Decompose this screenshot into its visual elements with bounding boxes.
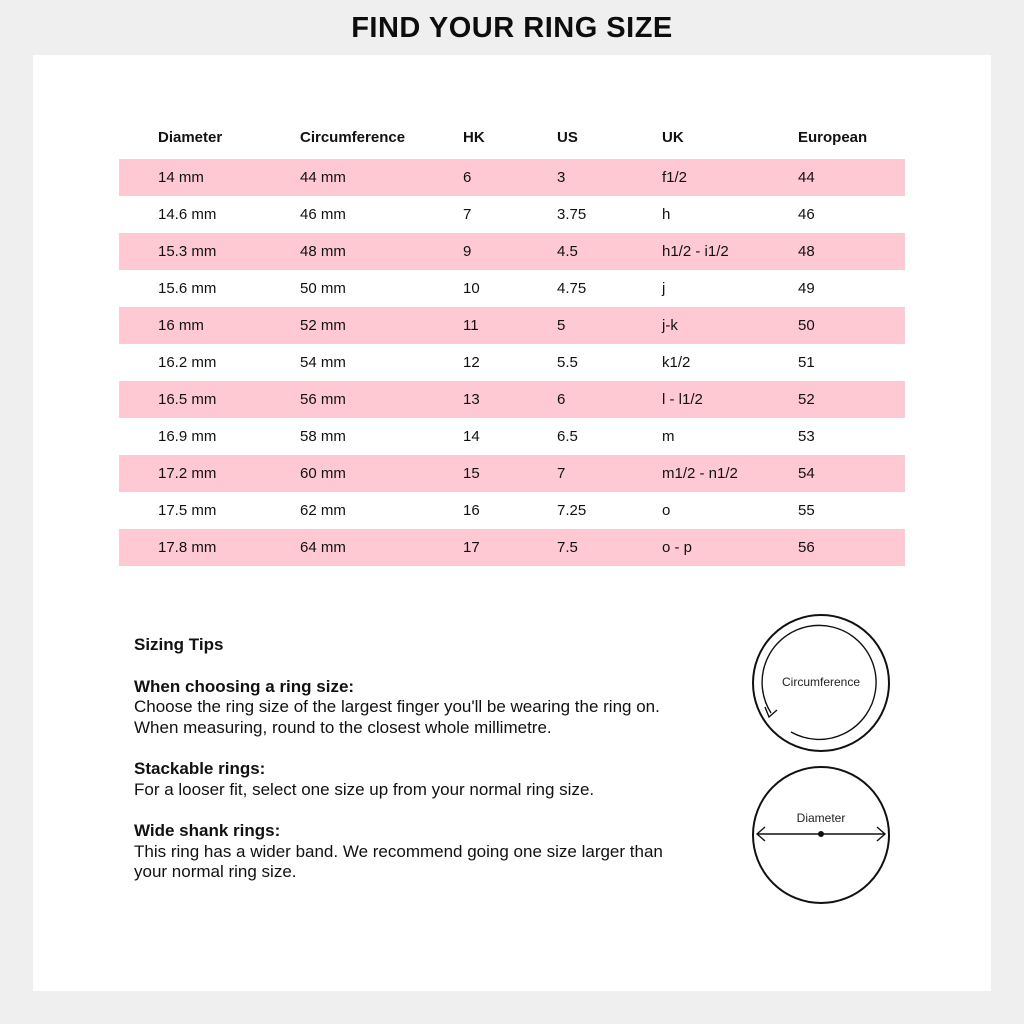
header-circumference: Circumference (300, 129, 406, 146)
cell-diameter: 17.2 mm (158, 465, 217, 482)
cell-hk: 14 (463, 428, 480, 445)
cell-circumference: 44 mm (300, 169, 346, 186)
cell-us: 7.5 (557, 539, 578, 556)
cell-us: 7 (557, 465, 566, 482)
cell-diameter: 15.6 mm (158, 280, 217, 297)
cell-circumference: 64 mm (300, 539, 346, 556)
cell-diameter: 14 mm (158, 169, 204, 186)
diameter-ring-icon (751, 765, 891, 905)
size-chart-card (33, 55, 991, 991)
cell-us: 5.5 (557, 354, 578, 371)
cell-hk: 16 (463, 502, 480, 519)
circumference-label: Circumference (781, 675, 861, 689)
cell-hk: 10 (463, 280, 480, 297)
cell-european: 50 (798, 317, 815, 334)
cell-hk: 11 (463, 317, 479, 334)
cell-european: 54 (798, 465, 815, 482)
cell-circumference: 46 mm (300, 206, 346, 223)
cell-european: 52 (798, 391, 815, 408)
table-row (119, 159, 905, 196)
diameter-diagram (751, 765, 891, 905)
table-row (119, 344, 905, 381)
tip-choosing-line1: Choose the ring size of the largest finger you'll be wearing the ring on. (134, 697, 660, 716)
cell-circumference: 50 mm (300, 280, 346, 297)
tip-wide-line1: This ring has a wider band. We recommend going one size larger than (134, 841, 663, 861)
tip-stackable-line1: For a looser fit, select one size up from your normal ring size. (134, 779, 595, 799)
tip-stackable-heading: Stackable rings: (134, 759, 266, 778)
cell-us: 3 (557, 169, 566, 186)
cell-hk: 13 (463, 391, 480, 408)
cell-diameter: 17.5 mm (158, 502, 217, 519)
cell-circumference: 54 mm (300, 354, 346, 371)
cell-diameter: 15.3 mm (158, 243, 217, 260)
cell-circumference: 56 mm (300, 391, 346, 408)
cell-us: 3.75 (557, 206, 587, 223)
tip-stackable (134, 759, 734, 800)
cell-european: 49 (798, 280, 815, 297)
cell-european: 56 (798, 539, 815, 556)
cell-european: 51 (798, 354, 815, 371)
tip-choosing (134, 677, 734, 739)
sizing-tips-title: Sizing Tips (134, 635, 224, 654)
cell-uk: m (662, 428, 675, 445)
cell-circumference: 58 mm (300, 428, 346, 445)
cell-uk: l - l1/2 (662, 391, 703, 408)
cell-us: 7.25 (557, 502, 587, 519)
cell-uk: h (662, 206, 671, 223)
diameter-label: Diameter (796, 811, 846, 825)
cell-us: 4.5 (557, 243, 578, 260)
cell-circumference: 60 mm (300, 465, 346, 482)
cell-hk: 9 (463, 243, 472, 260)
tip-choosing-heading: When choosing a ring size: (134, 676, 355, 696)
cell-diameter: 16.5 mm (158, 391, 217, 408)
cell-uk: k1/2 (662, 354, 691, 371)
cell-hk: 17 (463, 539, 480, 556)
table-row (119, 455, 905, 492)
cell-uk: j-k (662, 317, 678, 334)
circumference-diagram (751, 613, 891, 753)
cell-european: 53 (798, 428, 815, 445)
header-uk: UK (662, 129, 684, 146)
cell-uk: j (662, 280, 666, 297)
cell-us: 5 (557, 317, 566, 334)
cell-us: 6.5 (557, 428, 578, 445)
header-european: European (798, 129, 868, 146)
cell-diameter: 16.2 mm (158, 354, 217, 371)
header-diameter: Diameter (158, 129, 223, 146)
table-row (119, 418, 905, 455)
table-row (119, 492, 905, 529)
cell-uk: o (662, 502, 671, 519)
tip-wide (134, 821, 734, 883)
cell-diameter: 14.6 mm (158, 206, 217, 223)
cell-circumference: 52 mm (300, 317, 346, 334)
cell-hk: 7 (463, 206, 472, 223)
cell-european: 48 (798, 243, 815, 260)
tip-wide-line2: your normal ring size. (134, 862, 297, 881)
cell-european: 55 (798, 502, 815, 519)
sizing-tips (134, 635, 734, 904)
cell-diameter: 16.9 mm (158, 428, 217, 445)
table-header-row (119, 119, 905, 156)
tip-choosing-line2: When measuring, round to the closest whole millimetre. (134, 717, 552, 737)
cell-diameter: 16 mm (158, 317, 204, 334)
cell-uk: f1/2 (662, 169, 688, 186)
cell-circumference: 48 mm (300, 243, 346, 260)
cell-uk: m1/2 - n1/2 (662, 465, 738, 482)
cell-uk: h1/2 - i1/2 (662, 243, 729, 260)
tip-wide-heading: Wide shank rings: (134, 821, 281, 840)
header-hk: HK (463, 129, 485, 146)
cell-diameter: 17.8 mm (158, 539, 217, 556)
table-row (119, 233, 905, 270)
table-row (119, 270, 905, 307)
cell-hk: 15 (463, 465, 480, 482)
table-row (119, 381, 905, 418)
cell-uk: o - p (662, 539, 693, 556)
header-us: US (557, 129, 578, 146)
table-row (119, 307, 905, 344)
page-title: FIND YOUR RING SIZE (351, 12, 673, 44)
cell-european: 44 (798, 169, 815, 186)
cell-european: 46 (798, 206, 815, 223)
cell-us: 6 (557, 391, 566, 408)
cell-us: 4.75 (557, 280, 587, 297)
table-row (119, 196, 905, 233)
cell-hk: 12 (463, 354, 480, 371)
cell-hk: 6 (463, 169, 472, 186)
cell-circumference: 62 mm (300, 502, 346, 519)
table-row (119, 529, 905, 566)
